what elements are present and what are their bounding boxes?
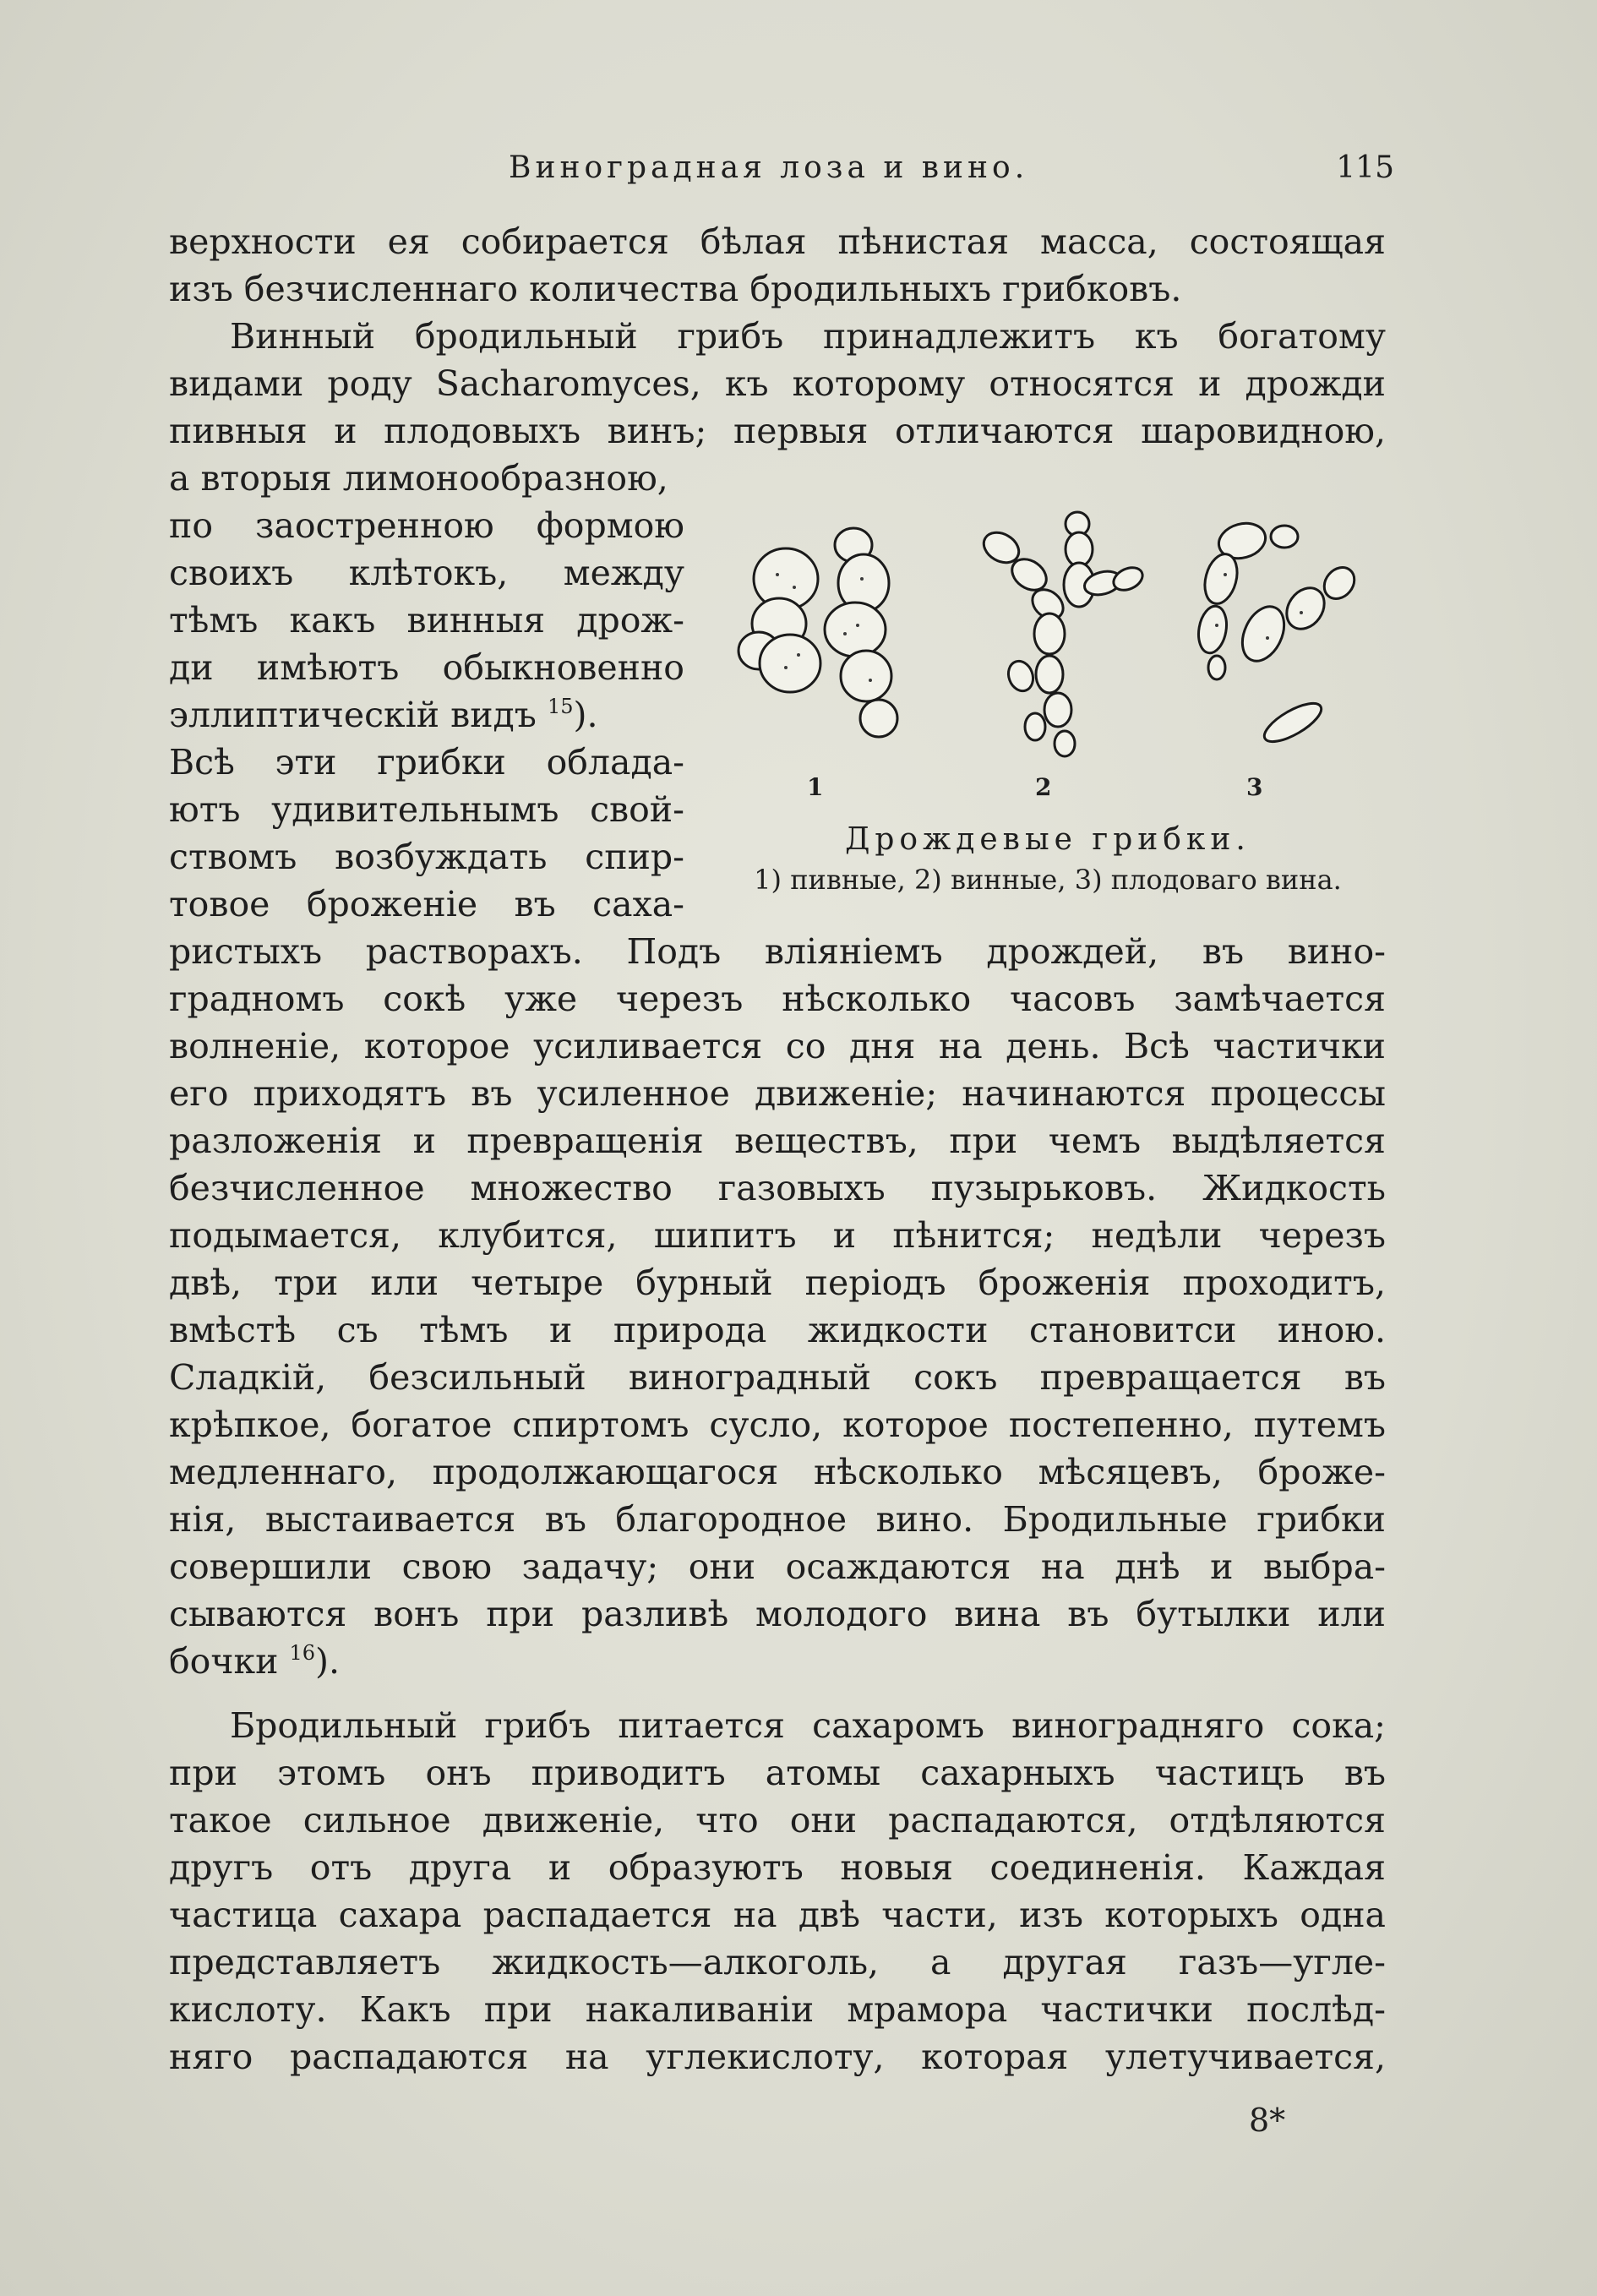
text-line: ствомъ возбуждать спир- <box>169 837 684 877</box>
text-line: товое броженіе въ саха- <box>169 884 684 924</box>
figure-label-1: 1 <box>807 773 824 801</box>
page-header <box>161 150 1394 193</box>
text-line: а вторыя лимонообразною, <box>169 458 668 499</box>
text-line: другъ отъ друга и образуютъ новыя соединенія. Каждая <box>169 1847 1386 1888</box>
fruit-yeast-drawing <box>1195 518 1360 749</box>
footnote-ref-15: 15 <box>547 695 574 718</box>
text-segment: эллиптическій видъ <box>169 695 537 735</box>
figure-label-2: 2 <box>1035 773 1052 801</box>
text-line: видами роду Sacharomyces, къ которому относятся и дрожди <box>169 363 1386 404</box>
text-line: ристыхъ растворахъ. Подъ вліяніемъ дрождей, въ вино- <box>169 931 1386 972</box>
text-line: медленнаго, продолжающагося нѣсколько мѣсяцевъ, броже- <box>169 1452 1386 1492</box>
wine-yeast-drawing <box>978 512 1146 756</box>
text-line: Винный бродильный грибъ принадлежитъ къ богатому <box>230 316 1386 357</box>
text-line: няго распадаются на углекислоту, которая улетучивается, <box>169 2037 1386 2077</box>
text-line: частица сахара распадается на двѣ части, изъ которыхъ одна <box>169 1895 1386 1935</box>
text-line: кислоту. Какъ при накаливанiи мрамора частички послѣд- <box>169 1989 1386 2030</box>
text-line: вмѣстѣ съ тѣмъ и природа жидкости становитcи иною. <box>169 1310 1386 1350</box>
figure-label-3: 3 <box>1246 773 1263 801</box>
text-line: Сладкій, безсильный виноградный сокъ превращается въ <box>169 1357 1386 1398</box>
footnote-close: ). <box>573 695 598 735</box>
text-segment: бочки <box>169 1641 279 1682</box>
text-line: Всѣ эти грибки облада- <box>169 742 684 783</box>
page-number: 115 <box>1336 150 1394 185</box>
figure-caption-title: Дрождевые грибки. <box>845 822 1251 857</box>
signature-mark: 8* <box>1249 2102 1286 2139</box>
text-line: волненіе, которое усиливается со дня на день. Всѣ частички <box>169 1026 1386 1066</box>
text-line <box>169 1638 1386 1685</box>
running-title: Виноградная лоза и вино. <box>509 150 1029 185</box>
text-line: изъ безчисленнаго количества бродильныхъ грибковъ. <box>169 269 1182 309</box>
text-line: двѣ, три или четыре бурный періодъ броженія проходитъ, <box>169 1263 1386 1303</box>
text-line: крѣпкое, богатое спиртомъ сусло, которое постепенно, путемъ <box>169 1404 1386 1445</box>
text-line: нія, выстаивается въ благородное вино. Бродильные грибки <box>169 1499 1386 1540</box>
figure-caption-text: 1) пивные, 2) винные, 3) плодоваго вина. <box>754 864 1342 896</box>
footnote-close: ). <box>315 1641 341 1682</box>
text-line: при этомъ онъ приводитъ атомы сахарныхъ частицъ въ <box>169 1753 1386 1793</box>
text-line: Бродильный грибъ питается сахаромъ виноградняго сока; <box>230 1705 1386 1746</box>
yeast-illustration <box>710 507 1386 769</box>
text-line: своихъ клѣтокъ, между <box>169 553 684 593</box>
text-line <box>169 691 684 739</box>
text-line: тѣмъ какъ винныя дрож- <box>169 600 684 641</box>
text-line: разложенія и превращенія веществъ, при чемъ выдѣляется <box>169 1121 1386 1161</box>
yeast-figure <box>710 507 1386 904</box>
text-line: сываются вонъ при разливѣ молодого вина въ бутылки или <box>169 1594 1386 1634</box>
text-line: представляетъ жидкость—алкоголь, а другая газъ—угле- <box>169 1942 1386 1982</box>
beer-yeast-drawing <box>739 528 897 737</box>
text-line: совершили свою задачу; они осаждаются на днѣ и выбра- <box>169 1546 1386 1587</box>
text-line: подымается, клубится, шипитъ и пѣнится; недѣли черезъ <box>169 1215 1386 1256</box>
text-line: верхности ея собирается бѣлая пѣнистая масса, состоящая <box>169 221 1386 262</box>
text-line: градномъ сокѣ уже черезъ нѣсколько часовъ замѣчается <box>169 979 1386 1019</box>
text-line: ютъ удивительнымъ свой- <box>169 789 684 830</box>
text-line: безчисленное множество газовыхъ пузырьковъ. Жидкость <box>169 1168 1386 1208</box>
text-line: по заостренною формою <box>169 505 684 546</box>
text-line: такое сильное движеніе, что они распадаются, отдѣляются <box>169 1800 1386 1841</box>
text-line: его приходятъ въ усиленное движеніе; начинаются процессы <box>169 1073 1386 1114</box>
text-line: ди имѣютъ обыкновенно <box>169 647 684 688</box>
text-line: пивныя и плодовыхъ винъ; первыя отличаются шаровидною, <box>169 411 1386 451</box>
footnote-ref-16: 16 <box>289 1641 316 1665</box>
